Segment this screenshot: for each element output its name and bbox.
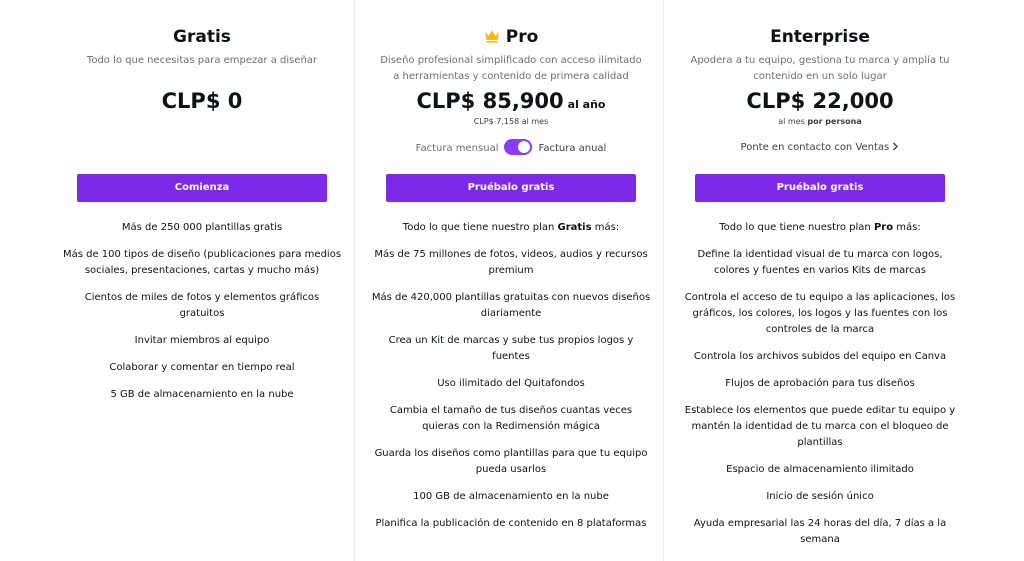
billing-toggle-row [370, 139, 652, 158]
plan-enterprise-features [679, 220, 961, 559]
plan-pro-price-amount: CLP$ 85,900 [416, 89, 564, 113]
plan-free-price: CLP$ 0 [161, 89, 243, 113]
plan-enterprise-price-note [679, 116, 961, 128]
list-item: Más de 75 millones de fotos, videos, audios y recursos premium [374, 249, 648, 276]
plan-enterprise-description: Apodera a tu equipo, gestiona tu marca y amplía tu contenido en un solo lugar [690, 55, 950, 82]
list-item: Establece los elementos que puede editar tu equipo y mantén la identidad de tu marca con el bloqueo de plantillas [684, 405, 956, 448]
features-intro-prefix: Todo lo que tiene nuestro plan [719, 222, 874, 233]
list-item: Colaborar y comentar en tiempo real [109, 362, 295, 373]
plan-free-features [61, 220, 343, 414]
list-item: Inicio de sesión único [766, 491, 874, 502]
list-item: Invitar miembros al equipo [134, 335, 270, 346]
list-item: Cientos de miles de fotos y elementos gráficos gratuitos [84, 292, 320, 319]
plan-pro-name: Pro [505, 27, 539, 47]
list-item: Guarda los diseños como plantillas para que tu equipo pueda usarlos [374, 448, 648, 475]
plan-pro-features [370, 220, 652, 543]
list-item [370, 220, 652, 236]
price-note-prefix: al mes [778, 117, 808, 126]
list-item: Espacio de almacenamiento ilimitado [726, 464, 914, 475]
plan-free-name: Gratis [173, 27, 231, 47]
features-intro-plan: Pro [873, 222, 894, 233]
list-item: Crea un Kit de marcas y sube tus propios logos y fuentes [388, 335, 634, 362]
list-item: Más de 100 tipos de diseño (publicaciones para medios sociales, presentaciones, cartas y mucho más) [62, 249, 342, 276]
list-item: Cambia el tamaño de tus diseños cuantas veces quieras con la Redimensión mágica [389, 405, 633, 432]
list-item: Controla el acceso de tu equipo a las aplicaciones, los gráficos, los colores, los logos y las fuentes con los controles de la marca [684, 292, 956, 335]
list-item [679, 220, 961, 236]
list-item: Controla los archivos subidos del equipo en Canva [693, 351, 947, 362]
list-item: Planifica la publicación de contenido en 8 plataformas [375, 518, 647, 529]
list-item: Define la identidad visual de tu marca con logos, colores y fuentes en varios Kits de marcas [697, 249, 943, 276]
crown-icon [484, 27, 500, 49]
plan-free-description: Todo lo que necesitas para empezar a diseñar [86, 55, 318, 66]
plan-pro-monthly-equivalent: CLP$ 7,158 al mes [473, 117, 549, 126]
list-item: 5 GB de almacenamiento en la nube [110, 389, 294, 400]
plan-pro-price [370, 88, 652, 118]
list-item: 100 GB de almacenamiento en la nube [413, 491, 609, 502]
toggle-knob [518, 141, 530, 153]
features-intro-plan: Gratis [557, 222, 592, 233]
billing-annual-label: Factura anual [538, 143, 607, 154]
list-item: Flujos de aprobación para tus diseños [725, 378, 915, 389]
plan-pro-title [370, 26, 652, 49]
features-intro-suffix: más: [893, 222, 921, 233]
features-intro-suffix: más: [591, 222, 620, 233]
plan-pro-price-unit: al año [567, 98, 606, 111]
plan-enterprise-name: Enterprise [770, 27, 870, 47]
column-divider [354, 0, 355, 561]
try-enterprise-button[interactable]: Pruébalo gratis [695, 174, 945, 202]
list-item: Uso ilimitado del Quitafondos [437, 378, 585, 389]
contact-sales-link[interactable] [679, 139, 961, 157]
billing-monthly-label: Factura mensual [415, 143, 499, 154]
list-item: Más de 420,000 plantillas gratuitas con nuevos diseños diariamente [371, 292, 651, 319]
list-item: Ayuda empresarial las 24 horas del día, 7 días a la semana [693, 518, 947, 545]
billing-toggle[interactable] [504, 139, 532, 155]
chevron-right-icon [892, 142, 899, 153]
plan-enterprise-price: CLP$ 22,000 [746, 89, 894, 113]
plan-pro-description: Diseño profesional simplificado con acceso ilimitado a herramientas y contenido de primera calidad [380, 55, 642, 82]
price-note-per-person: por persona [807, 117, 862, 126]
features-intro-prefix: Todo lo que tiene nuestro plan [402, 222, 558, 233]
contact-sales-label: Ponte en contacto con Ventas [740, 142, 890, 153]
try-pro-button[interactable]: Pruébalo gratis [386, 174, 636, 202]
column-divider [663, 0, 664, 561]
pricing-panel [46, 0, 972, 561]
start-free-button[interactable]: Comienza [77, 174, 327, 202]
list-item: Más de 250 000 plantillas gratis [121, 222, 283, 233]
